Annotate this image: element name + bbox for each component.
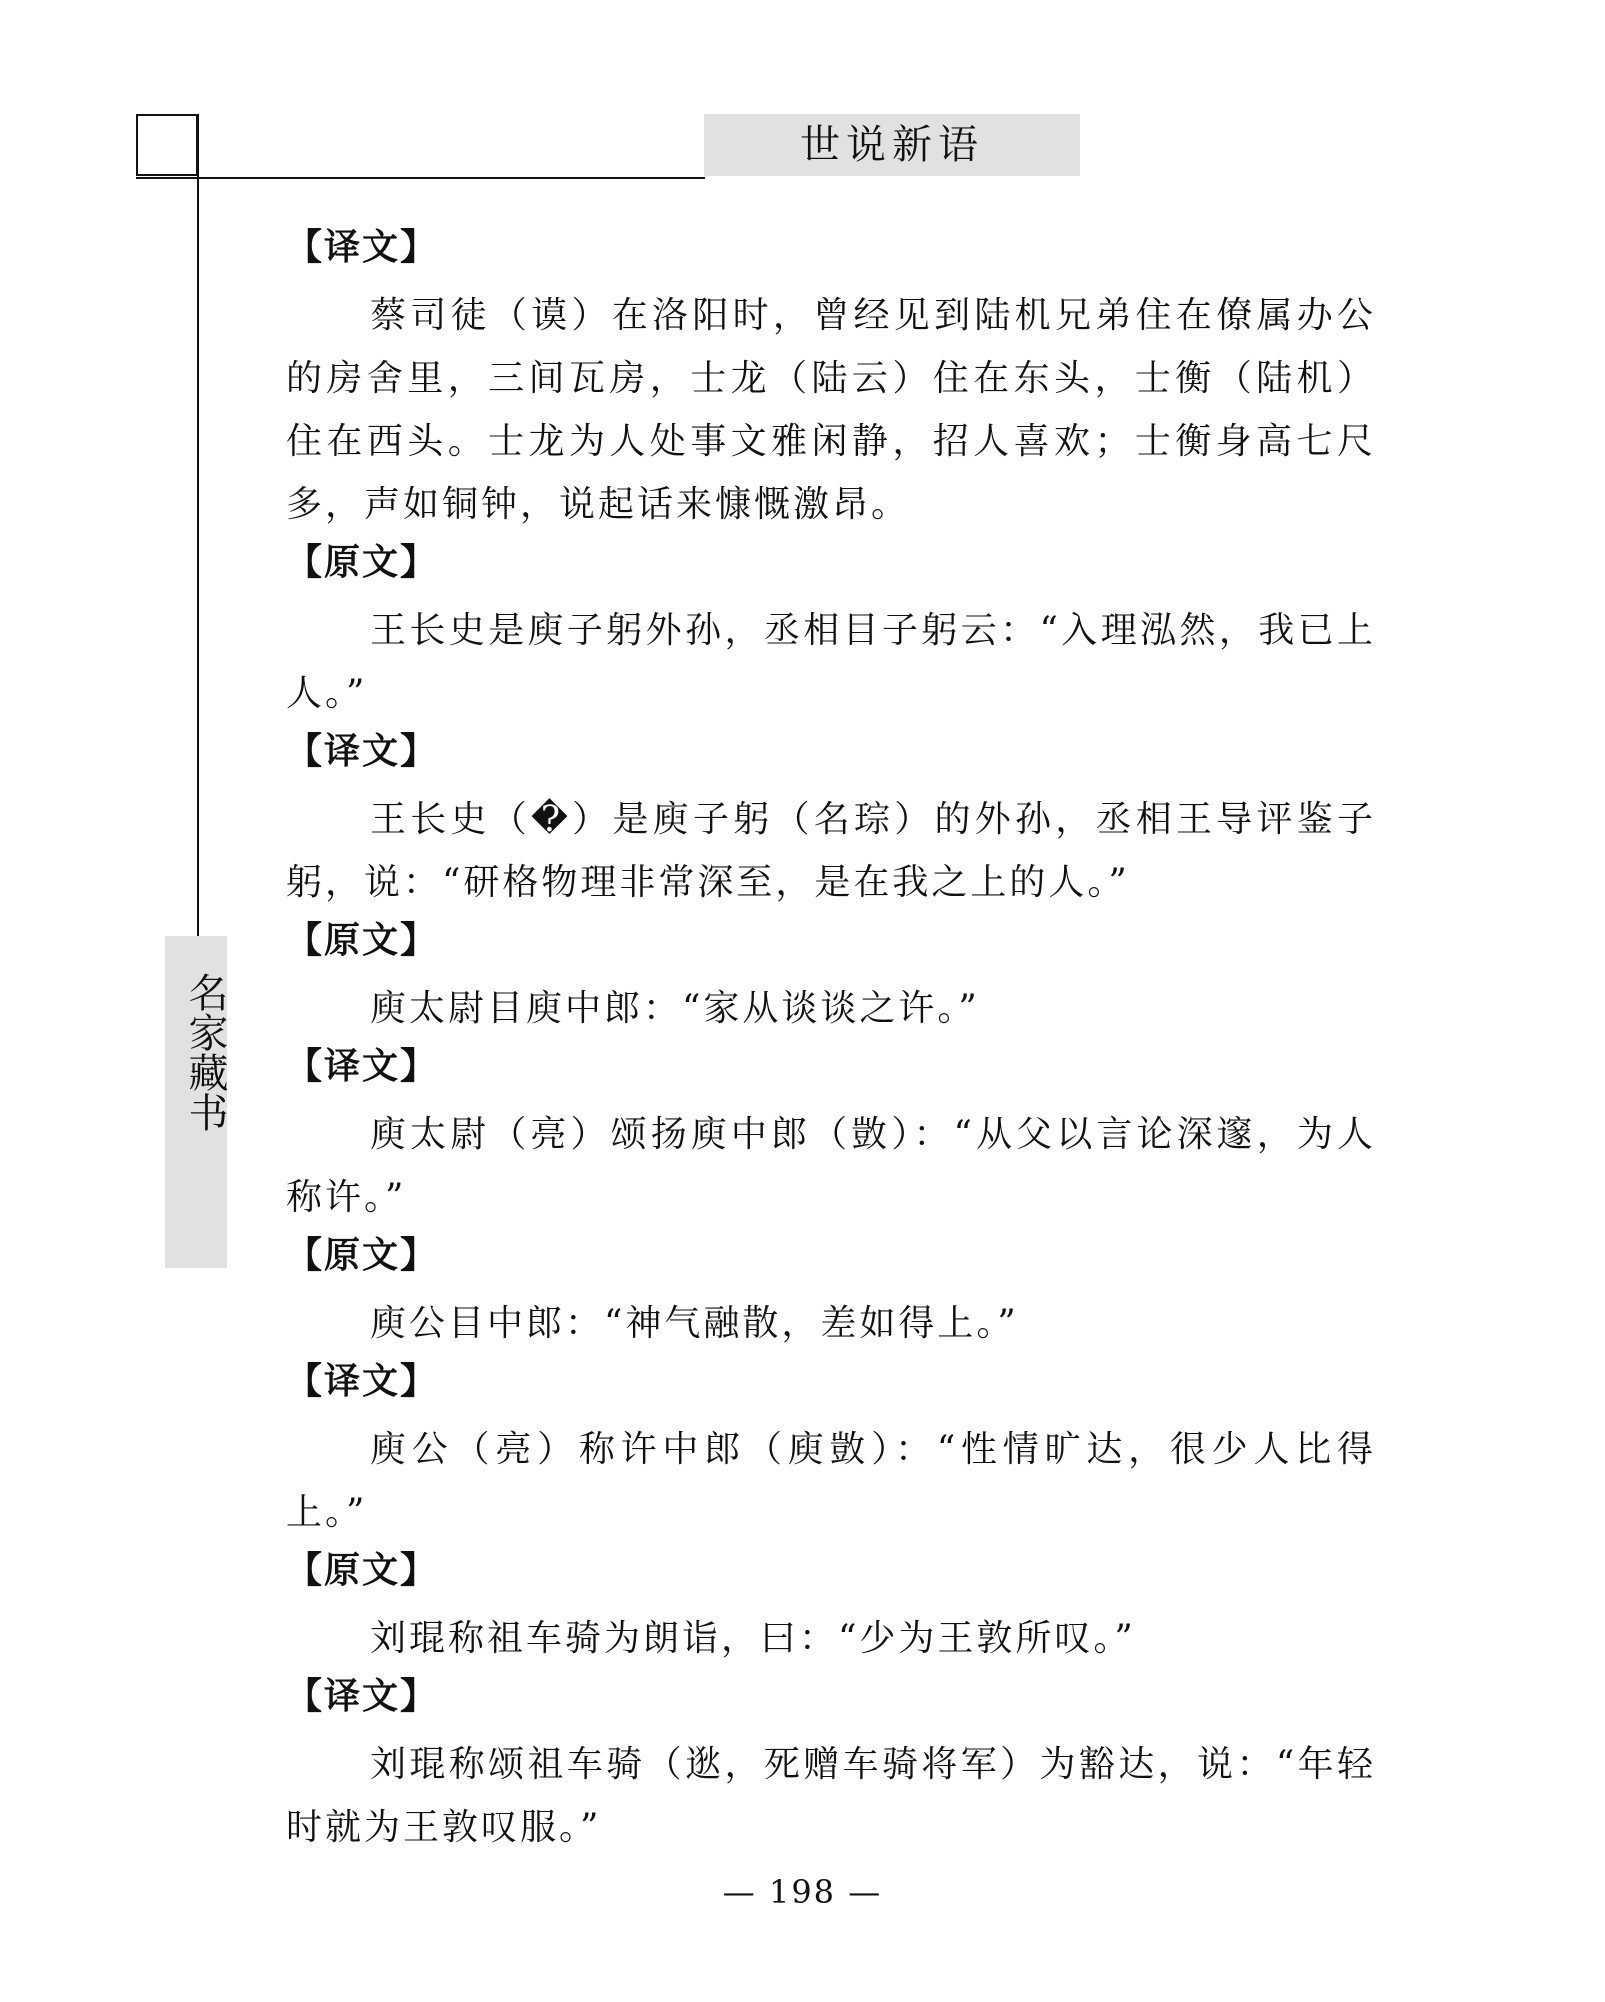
- section-text: 刘琨称颂祖车骑（逖，死赠车骑将军）为豁达，说：“年轻时就为王敦叹服。”: [286, 1744, 1376, 1848]
- section: [286, 1671, 1376, 1859]
- section: [286, 1545, 1376, 1670]
- section-text: 王长史（�）是庾子躬（名琮）的外孙，丞相王导评鉴子躬，说：“研格物理非常深至，是在我之上的人。”: [286, 799, 1376, 903]
- spine-line: [197, 114, 199, 936]
- section: [286, 1230, 1376, 1355]
- section: [286, 1356, 1376, 1544]
- header-corner-box: [136, 114, 198, 176]
- page-body: [286, 222, 1376, 1860]
- book-title: 世说新语: [800, 122, 984, 168]
- section-label: 【原文】: [286, 1550, 439, 1591]
- side-tab: [165, 936, 227, 1268]
- section-text: 庾公目中郎：“神气融散，差如得上。”: [370, 1303, 1019, 1344]
- section-text: 庾太尉目庾中郎：“家从谈谈之许。”: [370, 988, 980, 1029]
- section-text: 蔡司徒（谟）在洛阳时，曾经见到陆机兄弟住在僚属办公的房舍里，三间瓦房，士龙（陆云）住在东头，士衡（陆机）住在西头。士龙为人处事文雅闲静，招人喜欢；士衡身高七尺多，声如铜钟，说起话来慷慨激昂。: [286, 295, 1376, 525]
- section: [286, 222, 1376, 536]
- section-text: 王长史是庾子躬外孙，丞相目子躬云：“入理泓然，我已上人。”: [286, 610, 1376, 714]
- section: [286, 726, 1376, 914]
- section: [286, 915, 1376, 1040]
- section-label: 【译文】: [286, 227, 439, 268]
- section-label: 【原文】: [286, 542, 439, 583]
- section-label: 【译文】: [286, 1676, 439, 1717]
- section: [286, 1041, 1376, 1229]
- section-text: 刘琨称祖车骑为朗诣，曰：“少为王敦所叹。”: [370, 1618, 1136, 1659]
- page-number: — 198 —: [722, 1873, 883, 1911]
- header-title-band: [704, 114, 1080, 176]
- section-label: 【译文】: [286, 1046, 439, 1087]
- section-label: 【原文】: [286, 1235, 439, 1276]
- section-label: 【译文】: [286, 1361, 439, 1402]
- side-tab-label: 名家藏书: [182, 972, 228, 1132]
- section: [286, 537, 1376, 725]
- section-label: 【译文】: [286, 731, 439, 772]
- header-rule: [136, 177, 705, 179]
- section-label: 【原文】: [286, 920, 439, 961]
- section-text: 庾公（亮）称许中郎（庾敳）：“性情旷达，很少人比得上。”: [286, 1429, 1376, 1533]
- section-text: 庾太尉（亮）颂扬庾中郎（敳）：“从父以言论深邃，为人称许。”: [286, 1114, 1376, 1218]
